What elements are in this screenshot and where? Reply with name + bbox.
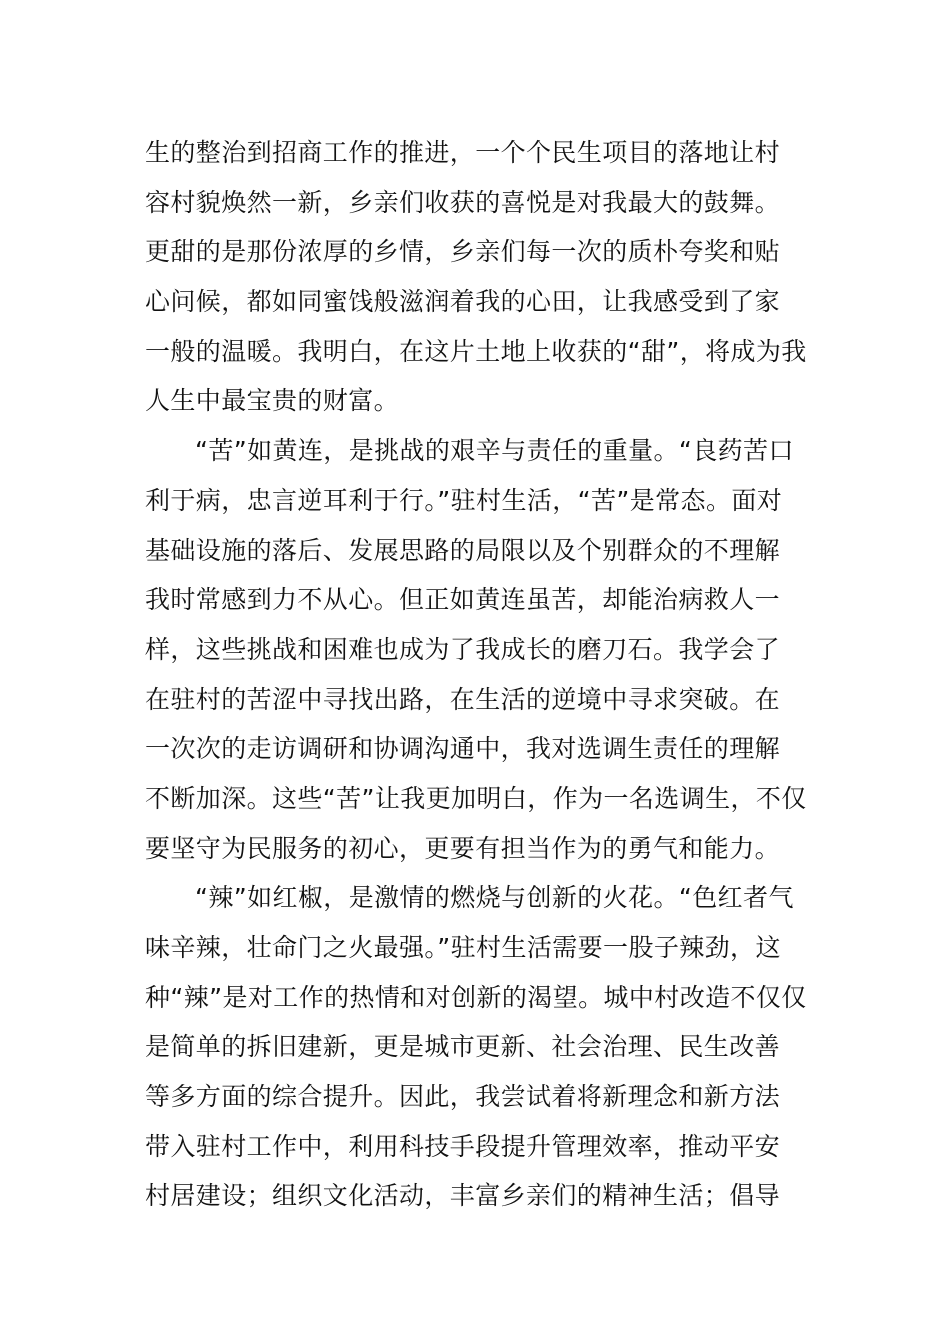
text-line: 要坚守为民服务的初心，更要有担当作为的勇气和能力。 xyxy=(145,833,781,863)
text-line: 一般的温暖。我明白，在这片土地上收获的“甜”，将成为我 xyxy=(145,336,807,366)
text-line: 种“辣”是对工作的热情和对创新的渴望。城中村改造不仅仅 xyxy=(145,982,807,1012)
text-line: 在驻村的苦涩中寻找出路，在生活的逆境中寻求突破。在 xyxy=(145,684,781,714)
text-line: 等多方面的综合提升。因此，我尝试着将新理念和新方法 xyxy=(145,1082,781,1112)
body-text xyxy=(145,128,810,1221)
text-line: 一次次的走访调研和协调沟通中，我对选调生责任的理解 xyxy=(145,734,781,764)
text-line: “辣”如红椒，是激情的燃烧与创新的火花。“色红者气 xyxy=(195,883,794,913)
text-line: 基础设施的落后、发展思路的局限以及个别群众的不理解 xyxy=(145,535,781,565)
text-line: 心问候，都如同蜜饯般滋润着我的心田，让我感受到了家 xyxy=(145,287,781,317)
text-line: 生的整治到招商工作的推进，一个个民生项目的落地让村 xyxy=(145,138,781,167)
text-line: 村居建设；组织文化活动，丰富乡亲们的精神生活；倡导 xyxy=(145,1181,781,1211)
text-line: 不断加深。这些“苦”让我更加明白，作为一名选调生，不仅 xyxy=(145,783,807,813)
text-line: 容村貌焕然一新，乡亲们收获的喜悦是对我最大的鼓舞。 xyxy=(145,187,781,217)
text-line: 利于病，忠言逆耳利于行。”驻村生活，“苦”是常态。面对 xyxy=(145,485,783,515)
text-line: 我时常感到力不从心。但正如黄连虽苦，却能治病救人一 xyxy=(145,585,781,615)
text-line: 是简单的拆旧建新，更是城市更新、社会治理、民生改善 xyxy=(145,1032,781,1062)
text-line: 带入驻村工作中，利用科技手段提升管理效率，推动平安 xyxy=(145,1131,781,1161)
text-line: 味辛辣，壮命门之火最强。”驻村生活需要一股子辣劲，这 xyxy=(145,933,781,962)
text-line: 样，这些挑战和困难也成为了我成长的磨刀石。我学会了 xyxy=(145,634,781,664)
text-line: “苦”如黄连，是挑战的艰辛与责任的重量。“良药苦口 xyxy=(195,436,794,466)
text-line: 更甜的是那份浓厚的乡情，乡亲们每一次的质朴夸奖和贴 xyxy=(145,237,781,267)
text-line: 人生中最宝贵的财富。 xyxy=(145,386,400,416)
